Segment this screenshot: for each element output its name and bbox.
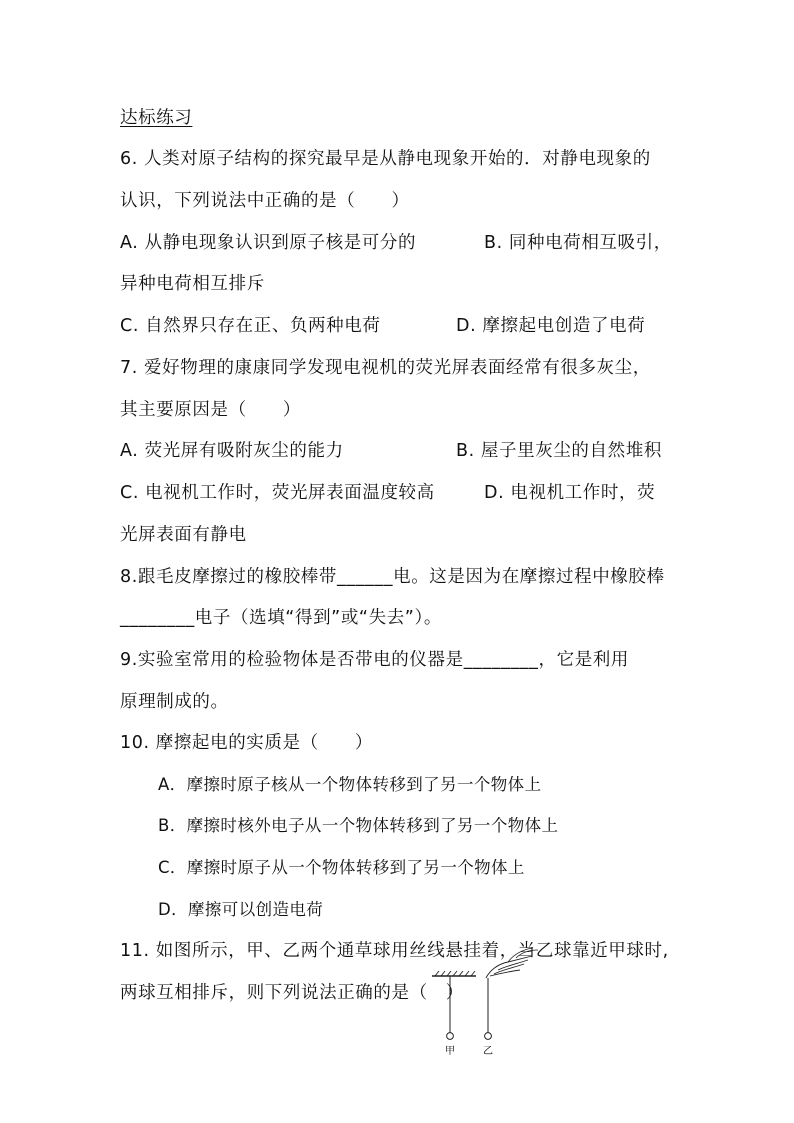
q8-line2: ________电子（选填“得到”或“失去”）。 [120,608,442,628]
q11-stem-line1: 11. 如图所示，甲、乙两个通草球用丝线悬挂着，当乙球靠近甲球时, [120,941,669,961]
hand-icon [486,948,538,978]
q7-option-c-text: C. 电视机工作时，荧光屏表面温度较高 [120,483,435,503]
q7-option-d-text: D. 电视机工作时，荧 [484,483,656,503]
q7-stem-line2: 其主要原因是（ ） [120,400,301,420]
q7-option-d-cont: 光屏表面有静电 [120,525,247,545]
q6-option-c-text: C. 自然界只存在正、负两种电荷 [120,316,381,336]
q6-option-b-cont: 异种电荷相互排斥 [120,274,265,294]
q7-option-b-text: B. 屋子里灰尘的自然堆积 [456,441,662,461]
q10-option-d: D．摩擦可以创造电荷 [158,900,324,919]
q6-option-c [120,314,646,338]
ball-jia [447,1033,454,1040]
section-title: 达标练习 [120,108,193,128]
q10-option-c: C．摩擦时原子从一个物体转移到了另一个物体上 [158,858,525,877]
q8-line1: 8.跟毛皮摩擦过的橡胶棒带______电。这是因为在摩擦过程中橡胶棒 [120,567,665,587]
q10-option-b: B．摩擦时核外电子从一个物体转移到了另一个物体上 [158,816,559,835]
q6-option-d-text: D. 摩擦起电创造了电荷 [456,316,646,336]
q7-option-a [120,439,662,463]
ceiling-support [432,971,476,976]
q11-stem-line2: 两球互相排斥，则下列说法正确的是（ ） [120,983,464,1003]
q6-stem-line1: 6. 人类对原子结构的探究最早是从静电现象开始的．对静电现象的 [120,149,651,169]
q6-option-a-text: A. 从静电现象认识到原子核是可分的 [120,233,417,253]
label-jia: 甲 [445,1046,455,1057]
q7-option-a-text: A. 荧光屏有吸附灰尘的能力 [120,441,344,461]
q7-stem-line1: 7. 爱好物理的康康同学发现电视机的荧光屏表面经常有很多灰尘， [120,358,651,378]
q6-stem-line2: 认识，下列说法中正确的是（ ） [120,191,410,211]
q6-option-a [120,231,672,255]
pith-balls-figure [424,940,574,1065]
q10-stem: 10. 摩擦起电的实质是（ ） [120,733,373,753]
q9-line2: 原理制成的。 [120,692,229,712]
q7-option-c [120,481,656,505]
q9-line1: 9.实验室常用的检验物体是否带电的仪器是________，它是利用 [120,650,629,670]
pith-balls-diagram [424,940,574,1065]
q10-option-a: A．摩擦时原子核从一个物体转移到了另一个物体上 [158,775,542,794]
q6-option-b-text: B. 同种电荷相互吸引， [484,233,672,253]
ball-yi [485,1033,492,1040]
label-yi: 乙 [483,1046,493,1057]
